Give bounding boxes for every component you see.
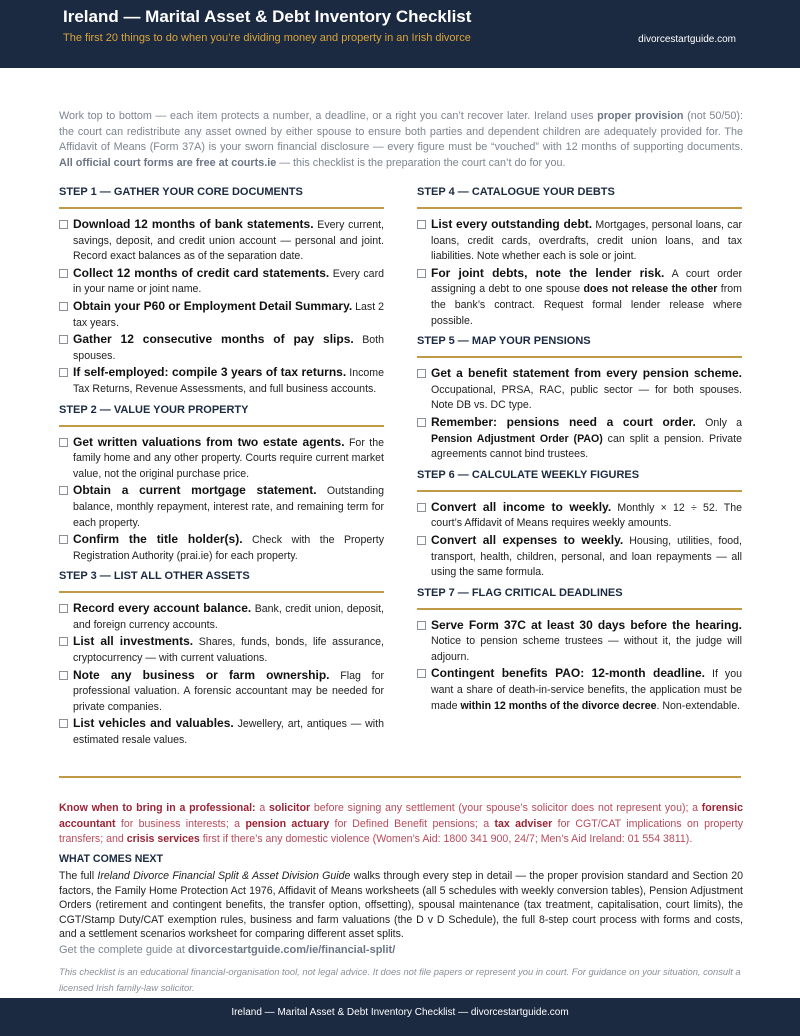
item-text: Occupational, PRSA, RAC, public sector — for both spouses. Note DB vs. DC type. [431, 383, 742, 412]
checklist-item [417, 266, 742, 329]
item-lead: List vehicles and valuables. [73, 716, 234, 731]
pro-text: for CGT/CAT implications on property transfers; and [59, 817, 744, 845]
item-text: Only a [695, 416, 743, 429]
item-lead: Collect 12 months of credit card statements. [73, 265, 330, 280]
checklist-item [417, 366, 742, 414]
intro-text: (not 50/50): the court can redistribute any asset owned by either spouse to ensure both parties and dependent children are adequately provided for. The Affidavit of Means (Form 37A) is your sworn financial disclosure — every figure must be “vouched” with 12 months of supporting documents. [59, 110, 744, 154]
item-text: can split a pension. Private agreements cannot bind trustees. [431, 432, 742, 461]
checklist-item [417, 415, 742, 463]
step-4 [417, 186, 742, 329]
item-text: from the bank’s contract. Request formal lender release where possible. [431, 283, 742, 327]
checkbox[interactable] [59, 486, 68, 495]
checkbox[interactable] [59, 438, 68, 447]
item-lead: Contingent benefits PAO: 12-month deadline. [431, 666, 706, 681]
step-heading: STEP 6 — CALCULATE WEEKLY FIGURES [417, 469, 742, 492]
checkbox[interactable] [417, 369, 426, 378]
checklist-item [59, 299, 384, 331]
step-3 [59, 570, 384, 748]
intro-text: Work top to bottom — each item protects a number, a deadline, or a right you can’t recover later. Ireland uses [59, 110, 598, 122]
step-1 [59, 186, 384, 398]
item-lead: Download 12 months of bank statements. [73, 217, 314, 231]
step-heading: STEP 3 — LIST ALL OTHER ASSETS [59, 570, 384, 593]
item-text: Housing, utilities, food, transport, health, children, personal, and loan repayments — all using the same formula. [431, 534, 742, 579]
item-lead: List all investments. [73, 634, 194, 649]
item-text: For the family home and any other property. Courts require current market value, not the original purchase price. [73, 436, 384, 480]
what-comes-next-body [59, 869, 743, 942]
checklist-item [59, 668, 384, 716]
checklist-item [59, 716, 384, 748]
left-column [59, 186, 384, 755]
item-lead: Note any business or farm ownership. [73, 667, 330, 682]
item-lead: For joint debts, note the lender risk. [431, 265, 665, 280]
item-text: Shares, funds, bonds, life assurance, cryptocurrency — with current valuations. [73, 636, 384, 665]
checkbox[interactable] [417, 621, 426, 630]
professional-help-note [59, 801, 743, 848]
checklist-item [59, 435, 384, 483]
checklist-item [59, 365, 384, 397]
item-emphasis: does not release the other [583, 283, 718, 296]
checkbox[interactable] [417, 503, 426, 512]
intro-paragraph [59, 109, 743, 172]
next-text: walks through every step in detail — the proper provision standard and Section 20 factors, the Family Home Protection Act 1976, Affidavit of Means worksheets (all 5 schedules with weekly conversion tables), Pension Adjustment Orders (retirement and contingent benefits, the transfer option, offsetting), spousal maintenance (tax treatment, capitalisation, court limits), the CGT/Stamp Duty/CAT exemption rules, business and farm valuations (the D v D Schedule), the full 8-step court process with forms and costs, and a settlement scenarios worksheet for comparing different asset splits. [59, 870, 744, 940]
item-text: Both spouses. [73, 334, 384, 362]
header-banner [0, 0, 800, 68]
checkbox[interactable] [59, 719, 68, 728]
item-text: Last 2 tax years. [73, 300, 384, 329]
item-text: Outstanding balance, monthly repayment, interest rate, and remaining term for each property. [73, 485, 384, 529]
step-heading: STEP 4 — CATALOGUE YOUR DEBTS [417, 186, 742, 209]
item-text: Income Tax Returns, Revenue Assessments, and full business accounts. [73, 367, 384, 395]
step-6 [417, 469, 742, 581]
checklist-item [59, 266, 384, 298]
item-text: . Non-extendable. [656, 699, 741, 712]
section-divider [59, 776, 741, 778]
item-text: A court order assigning a debt to one spouse [431, 267, 742, 296]
step-heading: STEP 1 — GATHER YOUR CORE DOCUMENTS [59, 186, 384, 209]
checkbox[interactable] [417, 418, 426, 427]
checkbox[interactable] [59, 368, 68, 377]
checkbox[interactable] [59, 671, 68, 680]
step-heading: STEP 7 — FLAG CRITICAL DEADLINES [417, 587, 742, 610]
item-lead: Gather 12 consecutive months of pay slips. [73, 332, 354, 347]
checklist-item [417, 618, 742, 666]
step-heading: STEP 2 — VALUE YOUR PROPERTY [59, 404, 384, 427]
site-link[interactable]: divorcestartguide.com [638, 34, 736, 45]
item-text: Flag for professional valuation. A forensic accountant may be needed for private companies. [73, 669, 385, 713]
guide-title: Ireland Divorce Financial Split & Asset Division Guide [97, 870, 351, 882]
footer-text: Ireland — Marital Asset & Debt Inventory Checklist — divorcestartguide.com [231, 1007, 569, 1018]
pro-emphasis: crisis services [126, 833, 200, 845]
what-comes-next-heading: WHAT COMES NEXT [59, 853, 163, 865]
right-column [417, 186, 742, 720]
checklist-item [59, 532, 384, 564]
guide-link[interactable]: divorcestartguide.com/ie/financial-split/ [188, 944, 396, 956]
checkbox[interactable] [59, 220, 68, 229]
checklist-item [59, 332, 384, 364]
item-lead: If self-employed: compile 3 years of tax returns. [73, 365, 347, 380]
checkbox[interactable] [59, 535, 68, 544]
get-guide-line [59, 944, 395, 956]
get-guide-label: Get the complete guide at [59, 944, 189, 956]
checkbox[interactable] [417, 269, 426, 278]
item-lead: List every outstanding debt. [431, 217, 593, 231]
pro-emphasis: Know when to bring in a professional: [59, 802, 256, 814]
checkbox[interactable] [59, 604, 68, 613]
checklist-item [417, 533, 742, 581]
item-text: If you want a share of death-in-service benefits, the application must be made [431, 668, 742, 712]
item-lead: Obtain a current mortgage statement. [73, 483, 317, 498]
disclaimer: This checklist is an educational financial-organisation tool, not legal advice. It does not file papers or represent you in court. For guidance on your situation, consult a licensed Irish family-law solicitor. [59, 966, 741, 993]
item-lead: Remember: pensions need a court order. [431, 414, 696, 429]
item-text: Bank, credit union, deposit, and foreign currency accounts. [73, 603, 384, 631]
pro-emphasis: tax adviser [494, 817, 553, 830]
step-heading: STEP 5 — MAP YOUR PENSIONS [417, 335, 742, 358]
item-lead: Get written valuations from two estate agents. [73, 434, 345, 449]
checkbox[interactable] [417, 669, 426, 678]
checklist-item [417, 217, 742, 265]
next-text: The full [59, 870, 98, 882]
item-text: Every current, savings, deposit, and credit union account — personal and joint. Record exact balances as of the separation date. [73, 219, 385, 263]
checkbox[interactable] [417, 536, 426, 545]
intro-emphasis: proper provision [597, 110, 684, 122]
item-lead: Convert all expenses to weekly. [431, 532, 624, 547]
checklist-item [59, 217, 384, 265]
pro-text: a [255, 802, 269, 814]
checkbox[interactable] [59, 269, 68, 278]
item-text: Jewellery, art, antiques — with estimated resale values. [73, 718, 384, 747]
checklist-item [59, 483, 384, 531]
pro-emphasis: solicitor [268, 802, 311, 814]
checkbox[interactable] [417, 220, 426, 229]
pro-text: before signing any settlement (your spouse’s solicitor does not represent you); a [310, 802, 702, 814]
item-lead: Convert all income to weekly. [431, 499, 612, 514]
checklist-item [417, 500, 742, 532]
item-lead: Record every account balance. [73, 601, 252, 616]
checkbox[interactable] [59, 335, 68, 344]
checklist-item [417, 666, 742, 714]
intro-emphasis: All official court forms are free at courts.ie [59, 157, 277, 170]
intro-text: — this checklist is the preparation the court can’t do for you. [276, 157, 566, 170]
step-7 [417, 587, 742, 715]
item-text: Check with the Property Registration Authority (prai.ie) for each property. [73, 534, 385, 562]
checkbox[interactable] [59, 302, 68, 311]
footer-banner [0, 998, 800, 1036]
checkbox[interactable] [59, 637, 68, 646]
item-text: Mortgages, personal loans, car loans, credit cards, overdrafts, credit union loans, and tax liabilities. Note whether each is sole or joint. [431, 219, 742, 263]
item-text: Monthly × 12 ÷ 52. The court’s Affidavit of Means requires weekly amounts. [431, 501, 742, 530]
item-emphasis: Pension Adjustment Order (PAO) [431, 432, 603, 445]
page-subtitle: The first 20 things to do when you’re dividing money and property in an Irish divorce [63, 32, 471, 44]
item-lead: Serve Form 37C at least 30 days before the hearing. [431, 617, 742, 632]
item-lead: Get a benefit statement from every pension scheme. [431, 366, 742, 381]
pro-text: first if there’s any domestic violence (Women’s Aid: 1800 341 900, 24/7; Men’s Aid Ireland: 01 554 3811). [199, 833, 693, 845]
pro-emphasis: pension actuary [245, 817, 330, 830]
pro-text: for Defined Benefit pensions; a [329, 817, 495, 830]
page-title: Ireland — Marital Asset & Debt Inventory Checklist [63, 7, 472, 26]
item-lead: Obtain your P60 or Employment Detail Summary. [73, 298, 353, 313]
item-text: Notice to pension scheme trustees — without it, the judge will adjourn. [431, 635, 742, 663]
checklist-item [59, 634, 384, 666]
item-lead: Confirm the title holder(s). [73, 532, 243, 547]
item-emphasis: within 12 months of the divorce decree [460, 699, 657, 712]
step-5 [417, 335, 742, 463]
item-text: Every card in your name or joint name. [73, 267, 384, 296]
pro-emphasis: forensic accountant [59, 802, 743, 830]
checklist-item [59, 601, 384, 633]
step-2 [59, 404, 384, 565]
pro-text: for business interests; a [115, 817, 246, 830]
